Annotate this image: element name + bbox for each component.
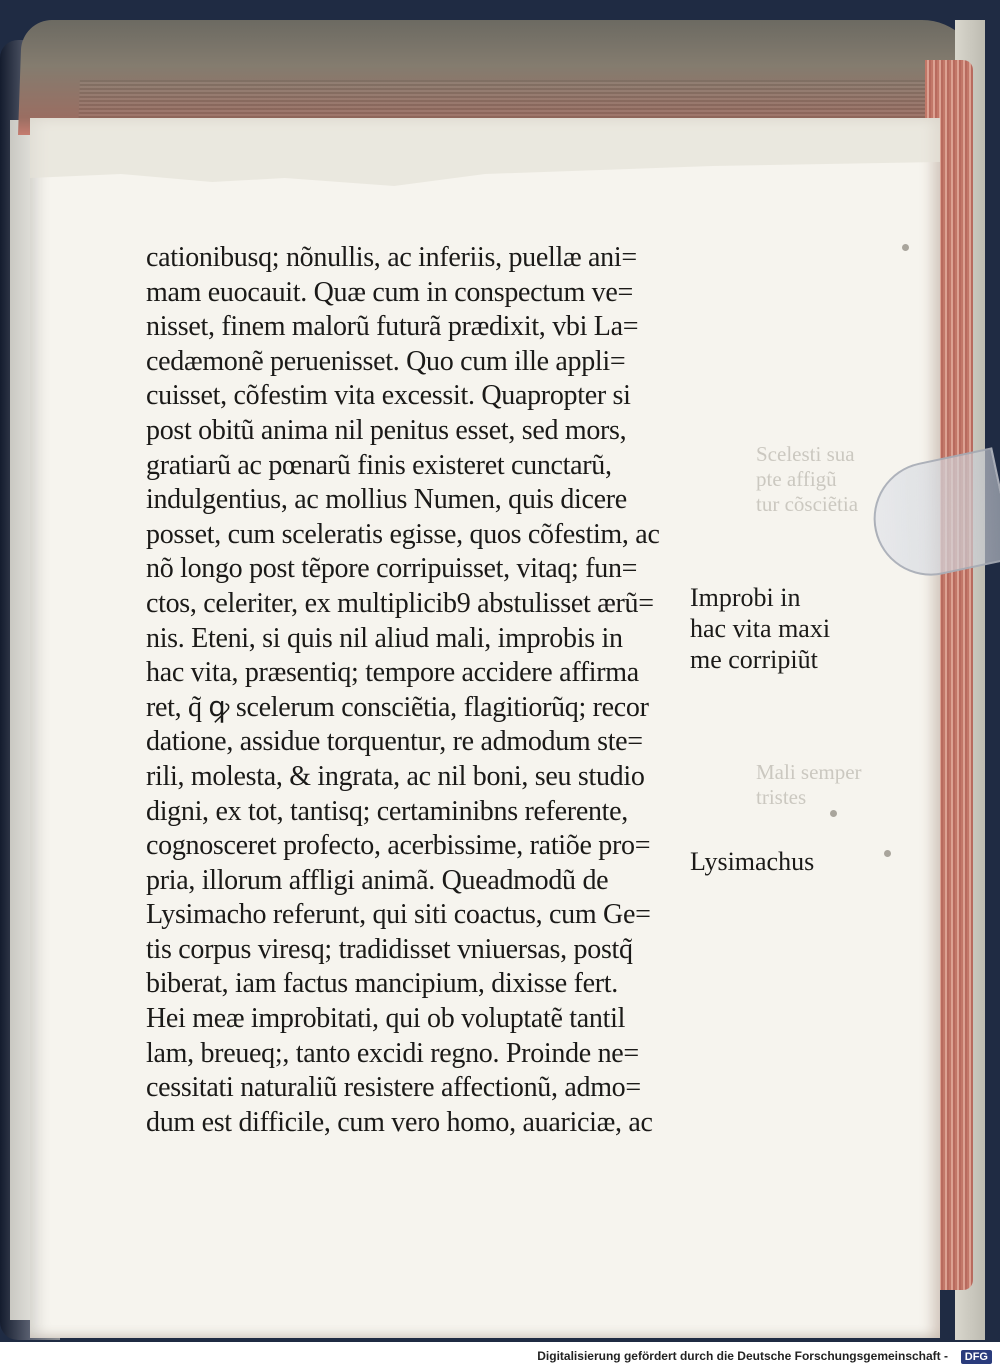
text-line: datione, assidue torquentur, re admodum ste= [146,726,643,758]
binding-hole [884,850,891,857]
margin-note-improbi [690,582,830,675]
text-line: pria, illorum affligi animã. Queadmodũ de [146,864,609,896]
text-line: cessitati naturaliũ resistere affectionũ, admo= [146,1072,641,1104]
bleed-through-line: Mali semper [756,760,862,784]
main-text-block [146,241,676,1140]
text-line: biberat, iam factus mancipium, dixisse fert. [146,968,618,1000]
text-line: dum est difficile, cum vero homo, auariciæ, ac [146,1106,653,1138]
bleed-through-block-1 [756,442,858,517]
bleed-through-line: pte affigũ [756,467,837,491]
text-line: nisset, finem malorũ futurã prædixit, vbi La= [146,311,639,343]
binding-hole [830,810,837,817]
text-line: Lysimacho referunt, qui siti coactus, cum Ge= [146,899,651,931]
text-line: posset, cum sceleratis egisse, quos cõfestim, ac [146,518,660,550]
text-line: ret, q̃ ꝙ scelerum consciẽtia, flagitiorũq; recor [146,691,649,723]
text-line: rili, molesta, & ingrata, ac nil boni, seu studio [146,760,645,792]
text-line: cuisset, cõfestim vita excessit. Quapropter si [146,380,631,412]
text-line: cedæmonẽ peruenisset. Quo cum ille appli= [146,345,626,377]
text-line: cationibusq; nõnullis, ac inferiis, puellæ ani= [146,242,637,273]
bleed-through-line: Scelesti sua [756,442,855,466]
margin-note-line: Improbi in [690,583,801,612]
bleed-through-block-2 [756,760,862,810]
text-line: hac vita, præsentiq; tempore accidere affirma [146,657,639,689]
text-line: digni, ex tot, tantisq; certaminibns referente, [146,795,628,827]
text-line: nis. Eteni, si quis nil aliud mali, improbis in [146,622,623,654]
margin-note-line: Lysimachus [690,847,815,876]
text-line: cognosceret profecto, acerbissime, ratiõe pro= [146,830,651,862]
binding-hole [902,244,909,251]
text-line: ctos, celeriter, ex multiplicib9 abstulisset ærũ= [146,587,654,619]
text-line: Hei meæ improbitati, qui ob voluptatẽ tantil [146,1003,626,1035]
text-line: post obitũ anima nil penitus esset, sed mors, [146,414,627,446]
bleed-through-line: tristes [756,785,807,809]
footer-bar [0,1342,1000,1369]
text-line: gratiarũ ac pœnarũ finis existeret cunctarũ, [146,449,612,481]
funding-credit: Digitalisierung gefördert durch die Deutsche Forschungsgemeinschaft - [537,1349,948,1363]
text-line: lam, breueq;, tanto excidi regno. Proinde ne= [146,1037,639,1069]
margin-note-line: hac vita maxi [690,614,831,643]
dfg-logo: DFG [961,1350,992,1364]
text-line: nõ longo post tẽpore corripuisset, vitaq; fun= [146,553,638,585]
text-line: mam euocauit. Quæ cum in conspectum ve= [146,276,633,308]
bleed-through-line: tur cõsciẽtia [756,492,859,516]
margin-note-line: me corripiũt [690,645,818,674]
text-line: tis corpus viresq; tradidisset vniuersas, postq̃ [146,933,633,965]
margin-note-lysimachus [690,846,814,877]
text-line: indulgentius, ac mollius Numen, quis dicere [146,484,627,516]
